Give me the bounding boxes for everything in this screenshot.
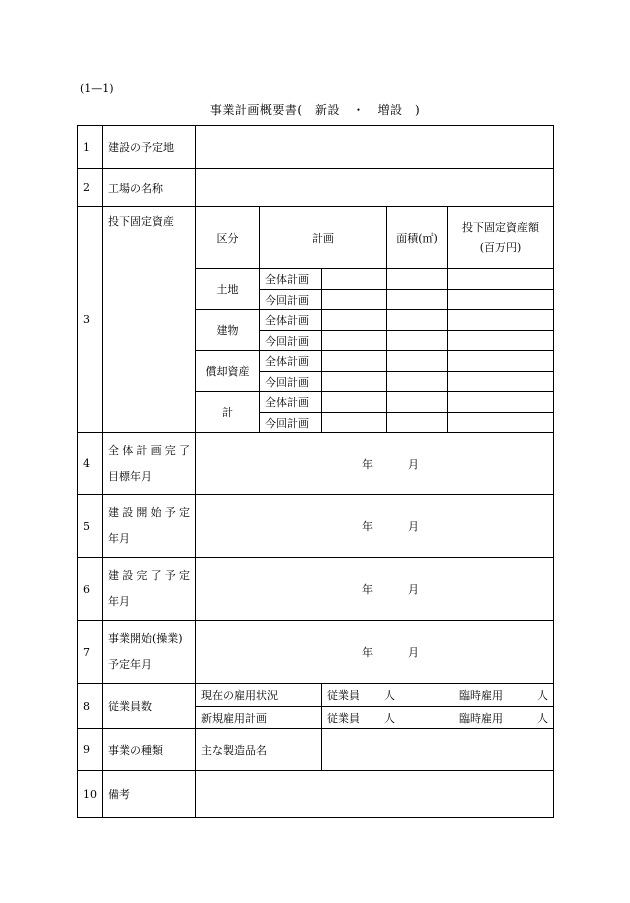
building-current-plan-field[interactable] xyxy=(322,331,387,351)
row-employees-current xyxy=(78,684,554,707)
building-current-amount-field[interactable] xyxy=(448,331,554,351)
employees-label: 従業員数 xyxy=(103,684,196,729)
overall-completion-label-line2: 目標年月 xyxy=(108,469,152,483)
construction-start-label xyxy=(103,495,196,558)
remarks-field[interactable] xyxy=(196,771,554,818)
sum-total-amount-field[interactable] xyxy=(448,392,554,413)
overall-completion-label-line1: 全体計画完了 xyxy=(108,443,190,457)
row-number: 7 xyxy=(78,621,103,684)
plan-type-current: 今回計画 xyxy=(260,290,322,310)
row-business-start xyxy=(78,621,554,684)
row-construction-start xyxy=(78,495,554,558)
plan-type-total: 全体計画 xyxy=(260,269,322,290)
business-start-date-field[interactable] xyxy=(196,621,554,684)
row-business-type xyxy=(78,729,554,771)
sum-total-plan-field[interactable] xyxy=(322,392,387,413)
construction-site-field[interactable] xyxy=(196,126,554,169)
depreciable-current-area-field[interactable] xyxy=(387,372,448,392)
month-unit: 月 xyxy=(408,457,419,471)
row-number: 10 xyxy=(78,771,103,818)
sum-current-area-field[interactable] xyxy=(387,413,448,433)
business-type-label: 事業の種類 xyxy=(103,729,196,771)
business-start-label xyxy=(103,621,196,684)
construction-completion-label xyxy=(103,558,196,621)
employee-label: 従業員 xyxy=(327,689,360,702)
current-employment-label: 現在の雇用状況 xyxy=(196,684,322,707)
depreciable-current-amount-field[interactable] xyxy=(448,372,554,392)
row-factory-name xyxy=(78,169,554,207)
construction-start-date-field[interactable] xyxy=(196,495,554,558)
depreciable-total-plan-field[interactable] xyxy=(322,351,387,372)
business-start-label-line2: 予定年月 xyxy=(108,658,152,671)
header-kubun: 区分 xyxy=(196,207,260,269)
month-unit: 月 xyxy=(408,583,419,596)
header-keikaku: 計画 xyxy=(260,207,387,269)
depreciable-total-area-field[interactable] xyxy=(387,351,448,372)
construction-completion-date-field[interactable] xyxy=(196,558,554,621)
row-number: 2 xyxy=(78,169,103,207)
main-product-label: 主な製造品名 xyxy=(196,729,322,771)
person-unit: 人 xyxy=(384,689,396,702)
row-construction-site xyxy=(78,126,554,169)
header-area: 面積(㎡) xyxy=(387,207,448,269)
header-investment-line1: 投下固定資産額 xyxy=(462,220,540,234)
construction-completion-label-line1: 建設完了予定 xyxy=(108,569,190,582)
row-number: 5 xyxy=(78,495,103,558)
year-unit: 年 xyxy=(362,646,373,659)
row-construction-completion xyxy=(78,558,554,621)
sum-current-amount-field[interactable] xyxy=(448,413,554,433)
remarks-label: 備考 xyxy=(103,771,196,818)
business-start-label-line1: 事業開始(操業) xyxy=(108,632,183,645)
sum-current-plan-field[interactable] xyxy=(322,413,387,433)
plan-type-current: 今回計画 xyxy=(260,331,322,351)
construction-start-label-line1: 建設開始予定 xyxy=(108,506,190,519)
fixed-assets-label: 投下固定資産 xyxy=(103,207,196,433)
new-employment-field[interactable] xyxy=(322,707,554,729)
row-fixed-assets-header xyxy=(78,207,554,269)
row-number: 6 xyxy=(78,558,103,621)
land-current-area-field[interactable] xyxy=(387,290,448,310)
factory-name-label: 工場の名称 xyxy=(103,169,196,207)
building-total-area-field[interactable] xyxy=(387,310,448,331)
year-unit: 年 xyxy=(362,457,373,471)
sum-total-area-field[interactable] xyxy=(387,392,448,413)
document-title: 事業計画概要書( 新設 ・ 増設 ) xyxy=(209,103,421,117)
business-plan-form xyxy=(77,125,554,818)
building-total-amount-field[interactable] xyxy=(448,310,554,331)
temporary-employment-label: 臨時雇用 xyxy=(459,689,504,702)
building-total-plan-field[interactable] xyxy=(322,310,387,331)
factory-name-field[interactable] xyxy=(196,169,554,207)
person-unit: 人 xyxy=(384,711,396,725)
month-unit: 月 xyxy=(408,646,419,659)
row-number: 9 xyxy=(78,729,103,771)
year-unit: 年 xyxy=(362,583,373,596)
land-current-amount-field[interactable] xyxy=(448,290,554,310)
row-number: 1 xyxy=(78,126,103,169)
employee-label: 従業員 xyxy=(327,711,360,725)
plan-type-current: 今回計画 xyxy=(260,372,322,392)
category-building: 建物 xyxy=(196,310,260,351)
construction-site-label: 建設の予定地 xyxy=(103,126,196,169)
land-total-plan-field[interactable] xyxy=(322,269,387,290)
temporary-employment-label: 臨時雇用 xyxy=(459,711,504,725)
month-unit: 月 xyxy=(408,520,419,533)
depreciable-total-amount-field[interactable] xyxy=(448,351,554,372)
land-current-plan-field[interactable] xyxy=(322,290,387,310)
construction-completion-label-line2: 年月 xyxy=(108,595,130,608)
plan-type-total: 全体計画 xyxy=(260,310,322,331)
person-unit: 人 xyxy=(537,711,549,725)
plan-type-total: 全体計画 xyxy=(260,392,322,413)
header-investment-line2: (百万円) xyxy=(479,240,522,254)
overall-completion-date-field[interactable] xyxy=(196,433,554,495)
construction-start-label-line2: 年月 xyxy=(108,532,130,545)
category-land: 土地 xyxy=(196,269,260,310)
category-depreciable-assets: 償却資産 xyxy=(196,351,260,392)
plan-type-total: 全体計画 xyxy=(260,351,322,372)
main-product-field[interactable] xyxy=(322,729,554,771)
year-unit: 年 xyxy=(362,520,373,533)
depreciable-current-plan-field[interactable] xyxy=(322,372,387,392)
building-current-area-field[interactable] xyxy=(387,331,448,351)
land-total-area-field[interactable] xyxy=(387,269,448,290)
land-total-amount-field[interactable] xyxy=(448,269,554,290)
overall-completion-label xyxy=(103,433,196,495)
person-unit: 人 xyxy=(537,689,549,702)
plan-type-current: 今回計画 xyxy=(260,413,322,433)
row-overall-completion xyxy=(78,433,554,495)
row-remarks xyxy=(78,771,554,818)
current-employment-field[interactable] xyxy=(322,684,554,707)
category-total: 計 xyxy=(196,392,260,433)
header-investment-amount xyxy=(448,207,554,269)
document-number: (1—1) xyxy=(80,82,114,95)
row-number: 3 xyxy=(78,207,103,433)
row-number: 4 xyxy=(78,433,103,495)
new-employment-label: 新規雇用計画 xyxy=(196,707,322,729)
row-number: 8 xyxy=(78,684,103,729)
